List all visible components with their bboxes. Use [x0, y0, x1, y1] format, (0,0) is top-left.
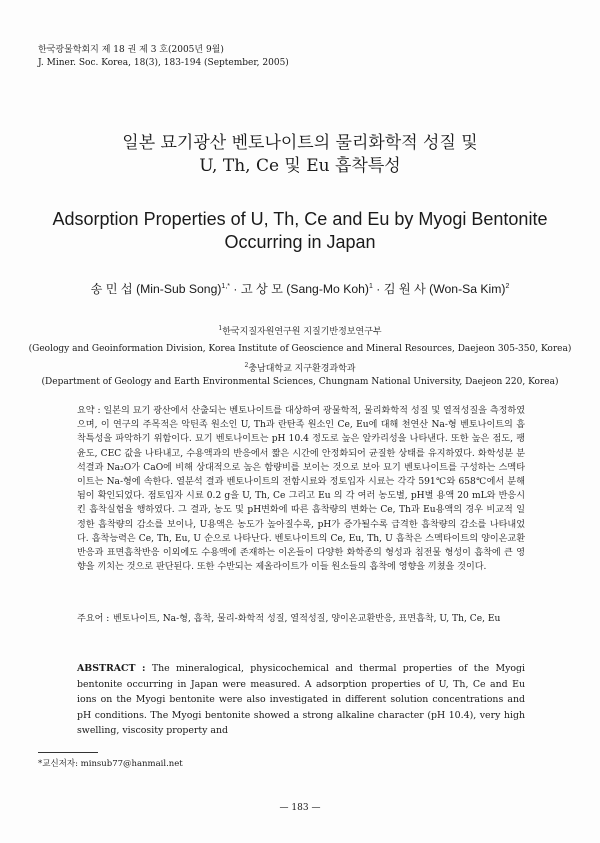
affiliation-text: 한국지질자원연구원 지질기반정보연구부 — [222, 327, 382, 337]
title-korean — [0, 132, 600, 178]
journal-header — [38, 44, 289, 70]
affiliation-text: 충남대학교 지구환경과학과 — [248, 364, 356, 374]
author-affiliation-mark: 1 — [368, 282, 373, 290]
author-name: 송 민 섭 (Min-Sub Song) — [90, 282, 222, 296]
author-affiliation-mark: 2 — [505, 282, 510, 290]
title-korean-line1: 일본 묘기광산 벤토나이트의 물리화학적 성질 및 — [122, 133, 478, 153]
abstract-english — [77, 661, 525, 739]
keywords-label: 주요어 : — [77, 614, 110, 624]
affiliation-mark: 1 — [218, 325, 223, 332]
author-separator: · — [229, 282, 241, 296]
title-english-line1: Adsorption Properties of U, Th, Ce and Eu by Myogi Bentonite — [52, 209, 548, 229]
affiliation-mark: 2 — [244, 362, 249, 369]
journal-line-en: J. Miner. Soc. Korea, 18(3), 183-194 (September, 2005) — [38, 58, 289, 68]
title-english — [0, 208, 600, 254]
affiliation-1-korean — [0, 324, 600, 337]
author-separator: · — [372, 282, 384, 296]
affiliation-1-english: (Geology and Geoinformation Division, Korea Institute of Geoscience and Mineral Resources, Daejeon 305-350, Korea) — [28, 344, 572, 354]
abstract-korean: 요약 : 일본의 묘기 광산에서 산출되는 벤토나이트를 대상하여 광물학적, 물리화학적 성질 및 열적성질을 측정하였으며, 이 연구의 주목적은 악틴족 원소인 U, Th과 란탄족 원소인 Ce, Eu에 대해 천연산 Na-형 벤토나이트의 흡착특성을 파악하기 위함이다. 묘기 벤토나이트는 pH 10.4 정도로 높은 알카리성을 나타낸다. 또한 높은 점도, 팽윤도, CEC 값을 나타내고, 수용액과의 반응에서 짧은 시간에 안정화되어 균질한 상태를 유지하였다. 화학성분 분석결과 Na₂O가 CaO에 비해 상대적으로 높은 함량비를 보이는 것으로 보아 묘기 벤토나이트를 구성하는 스멕타이트는 Na-형에 속한다. 열분석 결과 벤토나이트의 전함시료와 정토입자 시료는 각각 591℃와 658℃에서 분해됨이 확인되었다. 점토입자 시료 0.2 g을 U, Th, Ce 그리고 Eu 의 각 여러 농도별, pH별 용액 20 mL와 반응시킨 흡착실험을 행하였다. 그 결과, 농도 및 pH변화에 따른 흡착량의 변화는 Ce, Th과 Eu용액의 경우 비교적 일정한 흡착량의 감소를 보이나, U용액은 농도가 높아질수록, pH가 증가될수록 급격한 흡착량의 감소를 나타내었다. 흡착능력은 Ce, Th, Eu, U 순으로 나타난다. 벤토나이트의 Ce, Eu, Th, U 흡착은 스멕타이트의 양이온교환반응과 표면흡착반응 이외에도 수용액에 존재하는 이온들이 다양한 화학종의 형성과 침전물 형성이 흡착에 큰 영향을 끼치는 것으로 판단된다. 또한 수반되는 제올라이트가 이들 원소들의 흡착에 영향을 끼쳤을 것이다. — [77, 406, 525, 573]
abstract-label: ABSTRACT : — [77, 663, 146, 674]
title-korean-line2: U, Th, Ce 및 Eu 흡착특성 — [199, 156, 401, 176]
title-english-line2: Occurring in Japan — [224, 232, 376, 252]
affiliation-2-english: (Department of Geology and Earth Environmental Sciences, Chungnam National University, Daejeon 220, Korea) — [41, 377, 559, 387]
author-name: 김 원 사 (Won-Sa Kim) — [383, 282, 506, 296]
page-number: — 183 — — [279, 803, 321, 813]
author-affiliation-mark: 1,* — [221, 282, 230, 290]
footnote-rule — [38, 752, 98, 753]
author-list — [0, 280, 600, 297]
keywords — [77, 612, 525, 626]
keywords-text: 벤토나이트, Na-형, 흡착, 물리-화학적 성질, 열적성질, 양이온교환반응, 표면흡착, U, Th, Ce, Eu — [113, 614, 501, 624]
corresponding-author-footnote: *교신저자: minsub77@hanmail.net — [38, 759, 183, 769]
author-name: 고 상 모 (Sang-Mo Koh) — [240, 282, 369, 296]
affiliation-2-korean — [0, 361, 600, 374]
journal-line-ko: 한국광물학회지 제 18 권 제 3 호(2005년 9월) — [38, 45, 224, 55]
abstract-english-text: The mineralogical, physicochemical and thermal properties of the Myogi bentonite occurring in Japan were measured. A adsorption properties of U, Th, Ce and Eu ions on the Myogi bentonite were also investigated in different solution concentrations and pH conditions. The Myogi bentonite showed a strong alkaline character (pH 10.4), very high swelling, viscosity property and — [77, 663, 526, 736]
